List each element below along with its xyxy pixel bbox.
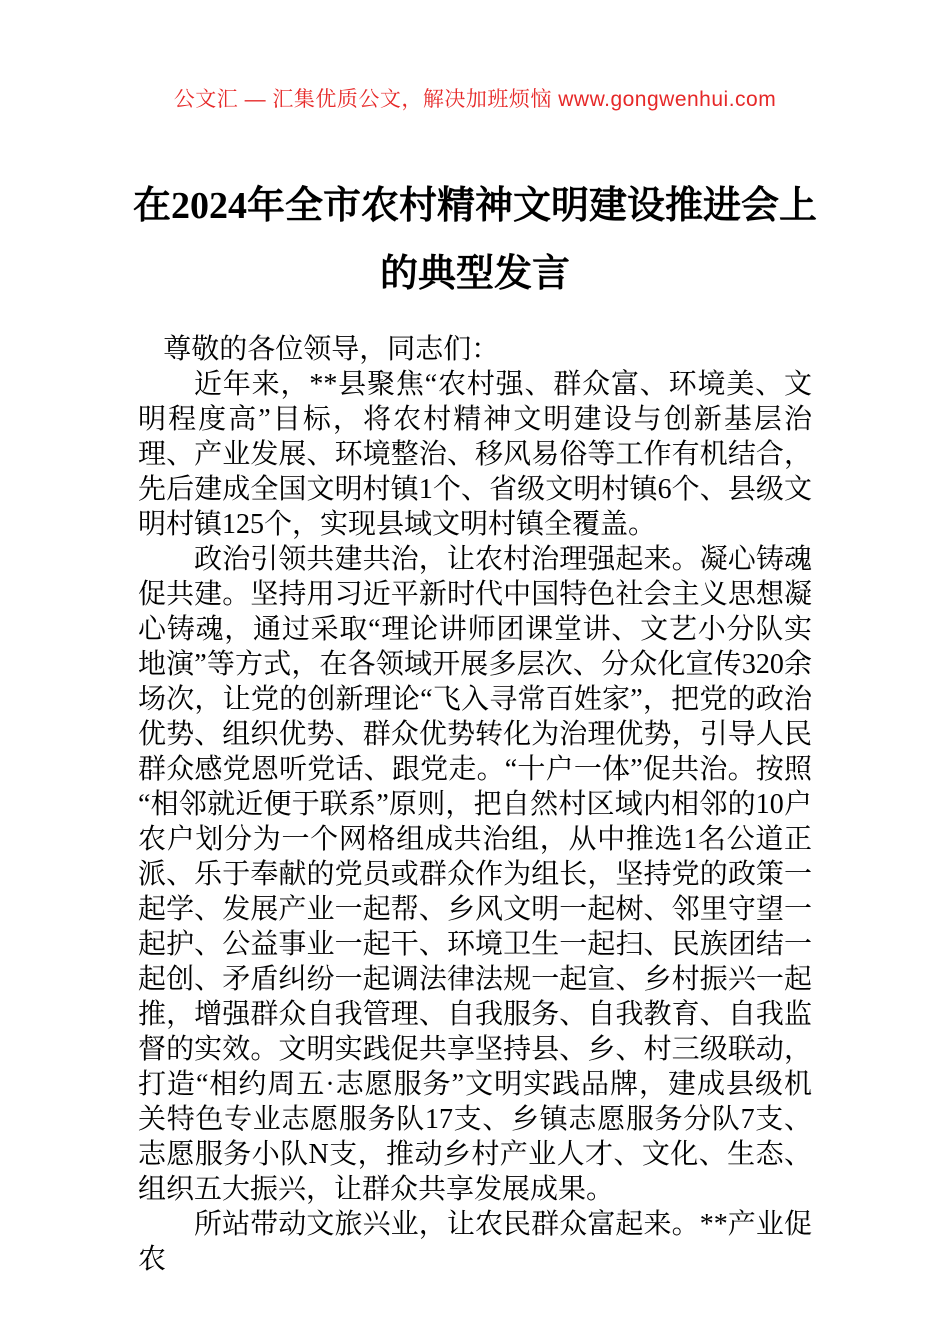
paragraph-closing: 所站带动文旅兴业，让农民群众富起来。**产业促农 bbox=[138, 1209, 812, 1275]
title-line-2: 的典型发言 bbox=[379, 253, 570, 295]
title-line-1: 在2024年全市农村精神文明建设推进会上 bbox=[132, 185, 817, 227]
document-body bbox=[138, 332, 812, 1277]
salutation: 尊敬的各位领导，同志们： bbox=[163, 334, 500, 365]
paragraph-intro: 近年来，**县聚焦“农村强、群众富、环境美、文明程度高”目标，将农村精神文明建设与创新基层治理、产业发展、环境整治、移风易俗等工作有机结合，先后建成全国文明村镇1个、省级文明村镇6个、县级文明村镇125个，实现县域文明村镇全覆盖。 bbox=[138, 369, 812, 540]
paragraph-governance: 政治引领共建共治，让农村治理强起来。凝心铸魂促共建。坚持用习近平新时代中国特色社会主义思想凝心铸魂，通过采取“理论讲师团课堂讲、文艺小分队实地演”等方式，在各领域开展多层次、分众化宣传320余场次，让党的创新理论“飞入寻常百姓家”，把党的政治优势、组织优势、群众优势转化为治理优势，引导人民群众感党恩听党话、跟党走。“十户一体”促共治。按照“相邻就近便于联系”原则，把自然村区域内相邻的10户农户划分为一个网格组成共治组，从中推选1名公道正派、乐于奉献的党员或群众作为组长，坚持党的政策一起学、发展产业一起帮、乡风文明一起树、邻里守望一起护、公益事业一起干、环境卫生一起扫、民族团结一起创、矛盾纠纷一起调法律法规一起宣、乡村振兴一起推，增强群众自我管理、自我服务、自我教育、自我监督的实效。文明实践促共享坚持县、乡、村三级联动，打造“相约周五·志愿服务”文明实践品牌，建成县级机关特色专业志愿服务队17支、乡镇志愿服务分队7支、志愿服务小队N支，推动乡村产业人才、文化、生态、组织五大振兴，让群众共享发展成果。 bbox=[138, 544, 812, 1205]
document-title bbox=[60, 172, 890, 308]
site-watermark-text: 公文汇 — 汇集优质公文，解决加班烦恼 www.gongwenhui.com bbox=[173, 88, 777, 111]
